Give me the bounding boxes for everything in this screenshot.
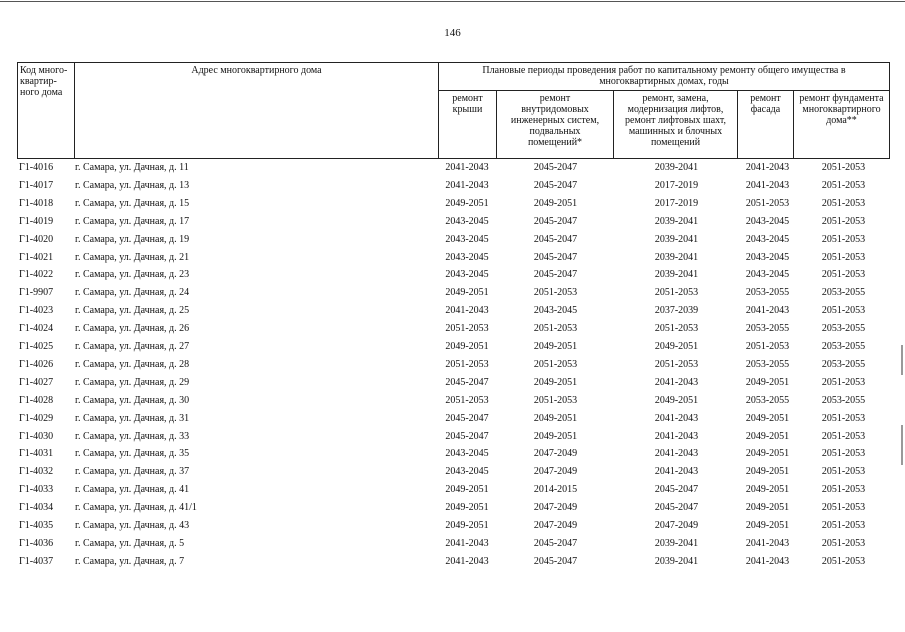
cell-address: г. Самара, ул. Дачная, д. 13 <box>75 179 190 191</box>
cell-code: Г1-4023 <box>19 305 54 317</box>
cell-lifts: 2045-2047 <box>654 502 699 514</box>
cell-systems: 2045-2047 <box>533 215 578 227</box>
cell-lifts: 2039-2041 <box>654 162 699 173</box>
cell-foundation: 2051-2053 <box>821 162 866 173</box>
cell-lifts: 2039-2041 <box>654 233 699 245</box>
header-foundation-line: многоквартирного <box>802 104 881 115</box>
cell-facade: 2049-2051 <box>745 466 790 478</box>
table-row <box>17 553 890 571</box>
header-roof <box>438 90 497 159</box>
cell-systems: 2045-2047 <box>533 179 578 191</box>
cell-lifts: 2041-2043 <box>654 430 699 442</box>
cell-address: г. Самара, ул. Дачная, д. 37 <box>75 466 190 478</box>
table-row <box>17 159 890 177</box>
cell-roof: 2051-2053 <box>445 394 489 406</box>
cell-facade: 2041-2043 <box>745 162 790 173</box>
cell-systems: 2043-2045 <box>533 305 578 317</box>
cell-foundation: 2051-2053 <box>821 233 866 245</box>
table-row <box>17 356 890 374</box>
cell-address: г. Самара, ул. Дачная, д. 11 <box>75 162 189 173</box>
cell-address: г. Самара, ул. Дачная, д. 33 <box>75 430 190 442</box>
cell-roof: 2045-2047 <box>445 376 489 388</box>
cell-facade: 2051-2053 <box>745 341 790 352</box>
cell-facade: 2043-2045 <box>745 215 790 227</box>
cell-code: Г1-4027 <box>19 376 54 388</box>
header-lifts <box>613 90 738 159</box>
cell-lifts: 2017-2019 <box>654 197 699 209</box>
cell-address: г. Самара, ул. Дачная, д. 15 <box>75 197 190 209</box>
table-row <box>17 284 890 302</box>
table-row <box>17 249 890 267</box>
cell-systems: 2045-2047 <box>533 251 578 263</box>
cell-facade: 2051-2053 <box>745 197 790 209</box>
cell-address: г. Самара, ул. Дачная, д. 5 <box>75 537 185 549</box>
table-row <box>17 177 890 195</box>
cell-code: Г1-4020 <box>19 233 54 245</box>
header-systems-line: инженерных систем, <box>510 115 600 126</box>
cell-foundation: 2051-2053 <box>821 537 866 549</box>
header-facade-line: ремонт <box>750 93 781 104</box>
cell-systems: 2047-2049 <box>533 466 578 478</box>
cell-foundation: 2053-2055 <box>821 323 866 335</box>
table-row <box>17 213 890 231</box>
cell-code: Г1-4035 <box>19 520 54 531</box>
cell-facade: 2049-2051 <box>745 412 790 424</box>
header-systems <box>496 90 614 159</box>
header-systems-line: помещений* <box>527 137 583 148</box>
cell-lifts: 2051-2053 <box>654 358 699 370</box>
cell-code: Г1-4024 <box>19 323 54 335</box>
cell-code: Г1-4017 <box>19 179 54 191</box>
cell-address: г. Самара, ул. Дачная, д. 25 <box>75 305 190 317</box>
cell-facade: 2049-2051 <box>745 520 790 531</box>
cell-facade: 2049-2051 <box>745 430 790 442</box>
cell-facade: 2049-2051 <box>745 376 790 388</box>
cell-facade: 2053-2055 <box>745 323 790 335</box>
table-row <box>17 320 890 338</box>
cell-code: Г1-4033 <box>19 484 54 496</box>
cell-facade: 2053-2055 <box>745 287 790 299</box>
cell-facade: 2043-2045 <box>745 251 790 263</box>
cell-foundation: 2051-2053 <box>821 215 866 227</box>
header-address-text: Адрес многоквартирного дома <box>191 65 322 76</box>
header-code-line: Код много- <box>20 65 68 76</box>
cell-foundation: 2053-2055 <box>821 358 866 370</box>
header-address <box>74 62 439 159</box>
cell-facade: 2049-2051 <box>745 502 790 514</box>
cell-foundation: 2051-2053 <box>821 412 866 424</box>
cell-address: г. Самара, ул. Дачная, д. 30 <box>75 394 190 406</box>
cell-code: Г1-4016 <box>19 162 54 173</box>
cell-lifts: 2051-2053 <box>654 287 699 299</box>
cell-lifts: 2041-2043 <box>654 448 699 460</box>
cell-roof: 2049-2051 <box>445 197 489 209</box>
cell-lifts: 2039-2041 <box>654 555 699 567</box>
cell-code: Г1-4032 <box>19 466 54 478</box>
cell-code: Г1-4022 <box>19 269 54 281</box>
cell-foundation: 2051-2053 <box>821 520 866 531</box>
header-systems-line: внутридомовых <box>521 104 589 115</box>
cell-systems: 2045-2047 <box>533 233 578 245</box>
top-edge-rule <box>0 1 905 2</box>
page-number: 146 <box>444 27 461 39</box>
cell-address: г. Самара, ул. Дачная, д. 29 <box>75 376 190 388</box>
cell-systems: 2014-2015 <box>533 484 578 496</box>
cell-roof: 2051-2053 <box>445 323 489 335</box>
cell-address: г. Самара, ул. Дачная, д. 31 <box>75 412 190 424</box>
cell-facade: 2053-2055 <box>745 394 790 406</box>
table-row <box>17 302 890 320</box>
cell-facade: 2041-2043 <box>745 179 790 191</box>
cell-code: Г1-4031 <box>19 448 54 460</box>
cell-code: Г1-4034 <box>19 502 54 514</box>
header-facade-line: фасада <box>750 104 781 115</box>
cell-systems: 2045-2047 <box>533 162 578 173</box>
header-code-line: ного дома <box>20 87 63 98</box>
cell-foundation: 2051-2053 <box>821 179 866 191</box>
cell-lifts: 2049-2051 <box>654 341 699 352</box>
cell-code: Г1-4036 <box>19 537 54 549</box>
cell-foundation: 2051-2053 <box>821 466 866 478</box>
header-systems-line: подвальных <box>529 126 581 137</box>
cell-roof: 2041-2043 <box>445 305 489 317</box>
table-row <box>17 231 890 249</box>
table-row <box>17 338 890 356</box>
cell-systems: 2045-2047 <box>533 269 578 281</box>
cell-lifts: 2041-2043 <box>654 412 699 424</box>
cell-lifts: 2051-2053 <box>654 323 699 335</box>
scan-artifact <box>901 345 903 375</box>
cell-roof: 2049-2051 <box>445 287 489 299</box>
cell-roof: 2043-2045 <box>445 215 489 227</box>
cell-roof: 2045-2047 <box>445 430 489 442</box>
cell-code: Г1-4018 <box>19 197 54 209</box>
table-row <box>17 463 890 481</box>
table-row <box>17 428 890 446</box>
cell-roof: 2043-2045 <box>445 448 489 460</box>
cell-roof: 2041-2043 <box>445 162 489 173</box>
scan-artifact <box>901 425 903 465</box>
header-periods <box>438 62 890 91</box>
cell-facade: 2053-2055 <box>745 358 790 370</box>
header-systems-line: ремонт <box>539 93 571 104</box>
cell-address: г. Самара, ул. Дачная, д. 17 <box>75 215 190 227</box>
cell-systems: 2051-2053 <box>533 358 578 370</box>
cell-roof: 2045-2047 <box>445 412 489 424</box>
cell-systems: 2051-2053 <box>533 287 578 299</box>
table-row <box>17 266 890 284</box>
cell-lifts: 2041-2043 <box>654 466 699 478</box>
cell-code: Г1-4019 <box>19 215 54 227</box>
cell-lifts: 2039-2041 <box>654 215 699 227</box>
cell-roof: 2043-2045 <box>445 269 489 281</box>
cell-code: Г1-4026 <box>19 358 54 370</box>
header-roof-line: крыши <box>452 104 483 115</box>
header-periods-line: Плановые периоды проведения работ по капитальному ремонту общего имущества в <box>482 65 846 76</box>
table-row <box>17 481 890 499</box>
cell-roof: 2051-2053 <box>445 358 489 370</box>
header-lifts-line: ремонт лифтовых шахт, <box>625 115 726 126</box>
cell-address: г. Самара, ул. Дачная, д. 26 <box>75 323 190 335</box>
cell-roof: 2041-2043 <box>445 537 489 549</box>
cell-code: Г1-4028 <box>19 394 54 406</box>
cell-facade: 2043-2045 <box>745 233 790 245</box>
cell-code: Г1-9907 <box>19 287 54 299</box>
cell-roof: 2049-2051 <box>445 520 489 531</box>
cell-lifts: 2039-2041 <box>654 269 699 281</box>
cell-roof: 2043-2045 <box>445 466 489 478</box>
cell-facade: 2049-2051 <box>745 484 790 496</box>
cell-lifts: 2045-2047 <box>654 484 699 496</box>
cell-roof: 2049-2051 <box>445 484 489 496</box>
cell-foundation: 2053-2055 <box>821 287 866 299</box>
table-row <box>17 499 890 517</box>
cell-facade: 2043-2045 <box>745 269 790 281</box>
table-row <box>17 517 890 535</box>
cell-address: г. Самара, ул. Дачная, д. 35 <box>75 448 190 460</box>
cell-address: г. Самара, ул. Дачная, д. 27 <box>75 341 190 352</box>
cell-lifts: 2039-2041 <box>654 251 699 263</box>
cell-foundation: 2051-2053 <box>821 502 866 514</box>
cell-code: Г1-4030 <box>19 430 54 442</box>
cell-lifts: 2037-2039 <box>654 305 699 317</box>
cell-foundation: 2051-2053 <box>821 430 866 442</box>
table-row <box>17 392 890 410</box>
cell-code: Г1-4025 <box>19 341 54 352</box>
cell-roof: 2041-2043 <box>445 555 489 567</box>
cell-systems: 2045-2047 <box>533 555 578 567</box>
header-foundation-line: ремонт фундамента <box>799 93 884 104</box>
cell-systems: 2049-2051 <box>533 412 578 424</box>
cell-address: г. Самара, ул. Дачная, д. 23 <box>75 269 190 281</box>
header-roof-line: ремонт <box>452 93 483 104</box>
cell-facade: 2049-2051 <box>745 448 790 460</box>
cell-systems: 2049-2051 <box>533 430 578 442</box>
table-row <box>17 410 890 428</box>
cell-address: г. Самара, ул. Дачная, д. 7 <box>75 555 185 567</box>
cell-address: г. Самара, ул. Дачная, д. 19 <box>75 233 190 245</box>
cell-code: Г1-4029 <box>19 412 54 424</box>
cell-foundation: 2051-2053 <box>821 251 866 263</box>
cell-lifts: 2039-2041 <box>654 537 699 549</box>
header-code-line: квартир- <box>20 76 57 87</box>
table-row <box>17 195 890 213</box>
cell-lifts: 2041-2043 <box>654 376 699 388</box>
cell-systems: 2047-2049 <box>533 448 578 460</box>
cell-foundation: 2051-2053 <box>821 555 866 567</box>
cell-facade: 2041-2043 <box>745 555 790 567</box>
cell-foundation: 2051-2053 <box>821 448 866 460</box>
header-lifts-line: модернизация лифтов, <box>627 104 724 115</box>
header-lifts-line: машинных и блочных <box>628 126 723 137</box>
cell-foundation: 2051-2053 <box>821 376 866 388</box>
cell-foundation: 2051-2053 <box>821 269 866 281</box>
cell-roof: 2049-2051 <box>445 341 489 352</box>
cell-systems: 2045-2047 <box>533 537 578 549</box>
header-foundation <box>793 90 890 159</box>
header-foundation-line: дома** <box>826 115 857 126</box>
cell-address: г. Самара, ул. Дачная, д. 41/1 <box>75 502 197 514</box>
cell-roof: 2041-2043 <box>445 179 489 191</box>
cell-roof: 2043-2045 <box>445 251 489 263</box>
cell-address: г. Самара, ул. Дачная, д. 41 <box>75 484 190 496</box>
table-row <box>17 374 890 392</box>
header-code <box>17 62 75 159</box>
cell-address: г. Самара, ул. Дачная, д. 43 <box>75 520 190 531</box>
cell-systems: 2049-2051 <box>533 341 578 352</box>
cell-systems: 2049-2051 <box>533 197 578 209</box>
cell-systems: 2047-2049 <box>533 502 578 514</box>
cell-systems: 2047-2049 <box>533 520 578 531</box>
cell-roof: 2049-2051 <box>445 502 489 514</box>
header-lifts-line: помещений <box>650 137 701 148</box>
cell-address: г. Самара, ул. Дачная, д. 28 <box>75 358 190 370</box>
cell-systems: 2051-2053 <box>533 323 578 335</box>
cell-systems: 2049-2051 <box>533 376 578 388</box>
cell-code: Г1-4037 <box>19 555 54 567</box>
cell-foundation: 2051-2053 <box>821 484 866 496</box>
cell-lifts: 2017-2019 <box>654 179 699 191</box>
cell-facade: 2041-2043 <box>745 537 790 549</box>
table-row <box>17 535 890 553</box>
cell-code: Г1-4021 <box>19 251 54 263</box>
cell-roof: 2043-2045 <box>445 233 489 245</box>
cell-foundation: 2051-2053 <box>821 197 866 209</box>
table-row <box>17 445 890 463</box>
cell-facade: 2041-2043 <box>745 305 790 317</box>
cell-lifts: 2047-2049 <box>654 520 699 531</box>
cell-systems: 2051-2053 <box>533 394 578 406</box>
cell-address: г. Самара, ул. Дачная, д. 21 <box>75 251 190 263</box>
cell-foundation: 2053-2055 <box>821 394 866 406</box>
cell-foundation: 2053-2055 <box>821 341 866 352</box>
header-facade <box>737 90 794 159</box>
header-periods-line: многоквартирных домах, годы <box>599 76 729 87</box>
header-lifts-line: ремонт, замена, <box>642 93 709 104</box>
cell-address: г. Самара, ул. Дачная, д. 24 <box>75 287 190 299</box>
cell-lifts: 2049-2051 <box>654 394 699 406</box>
cell-foundation: 2051-2053 <box>821 305 866 317</box>
